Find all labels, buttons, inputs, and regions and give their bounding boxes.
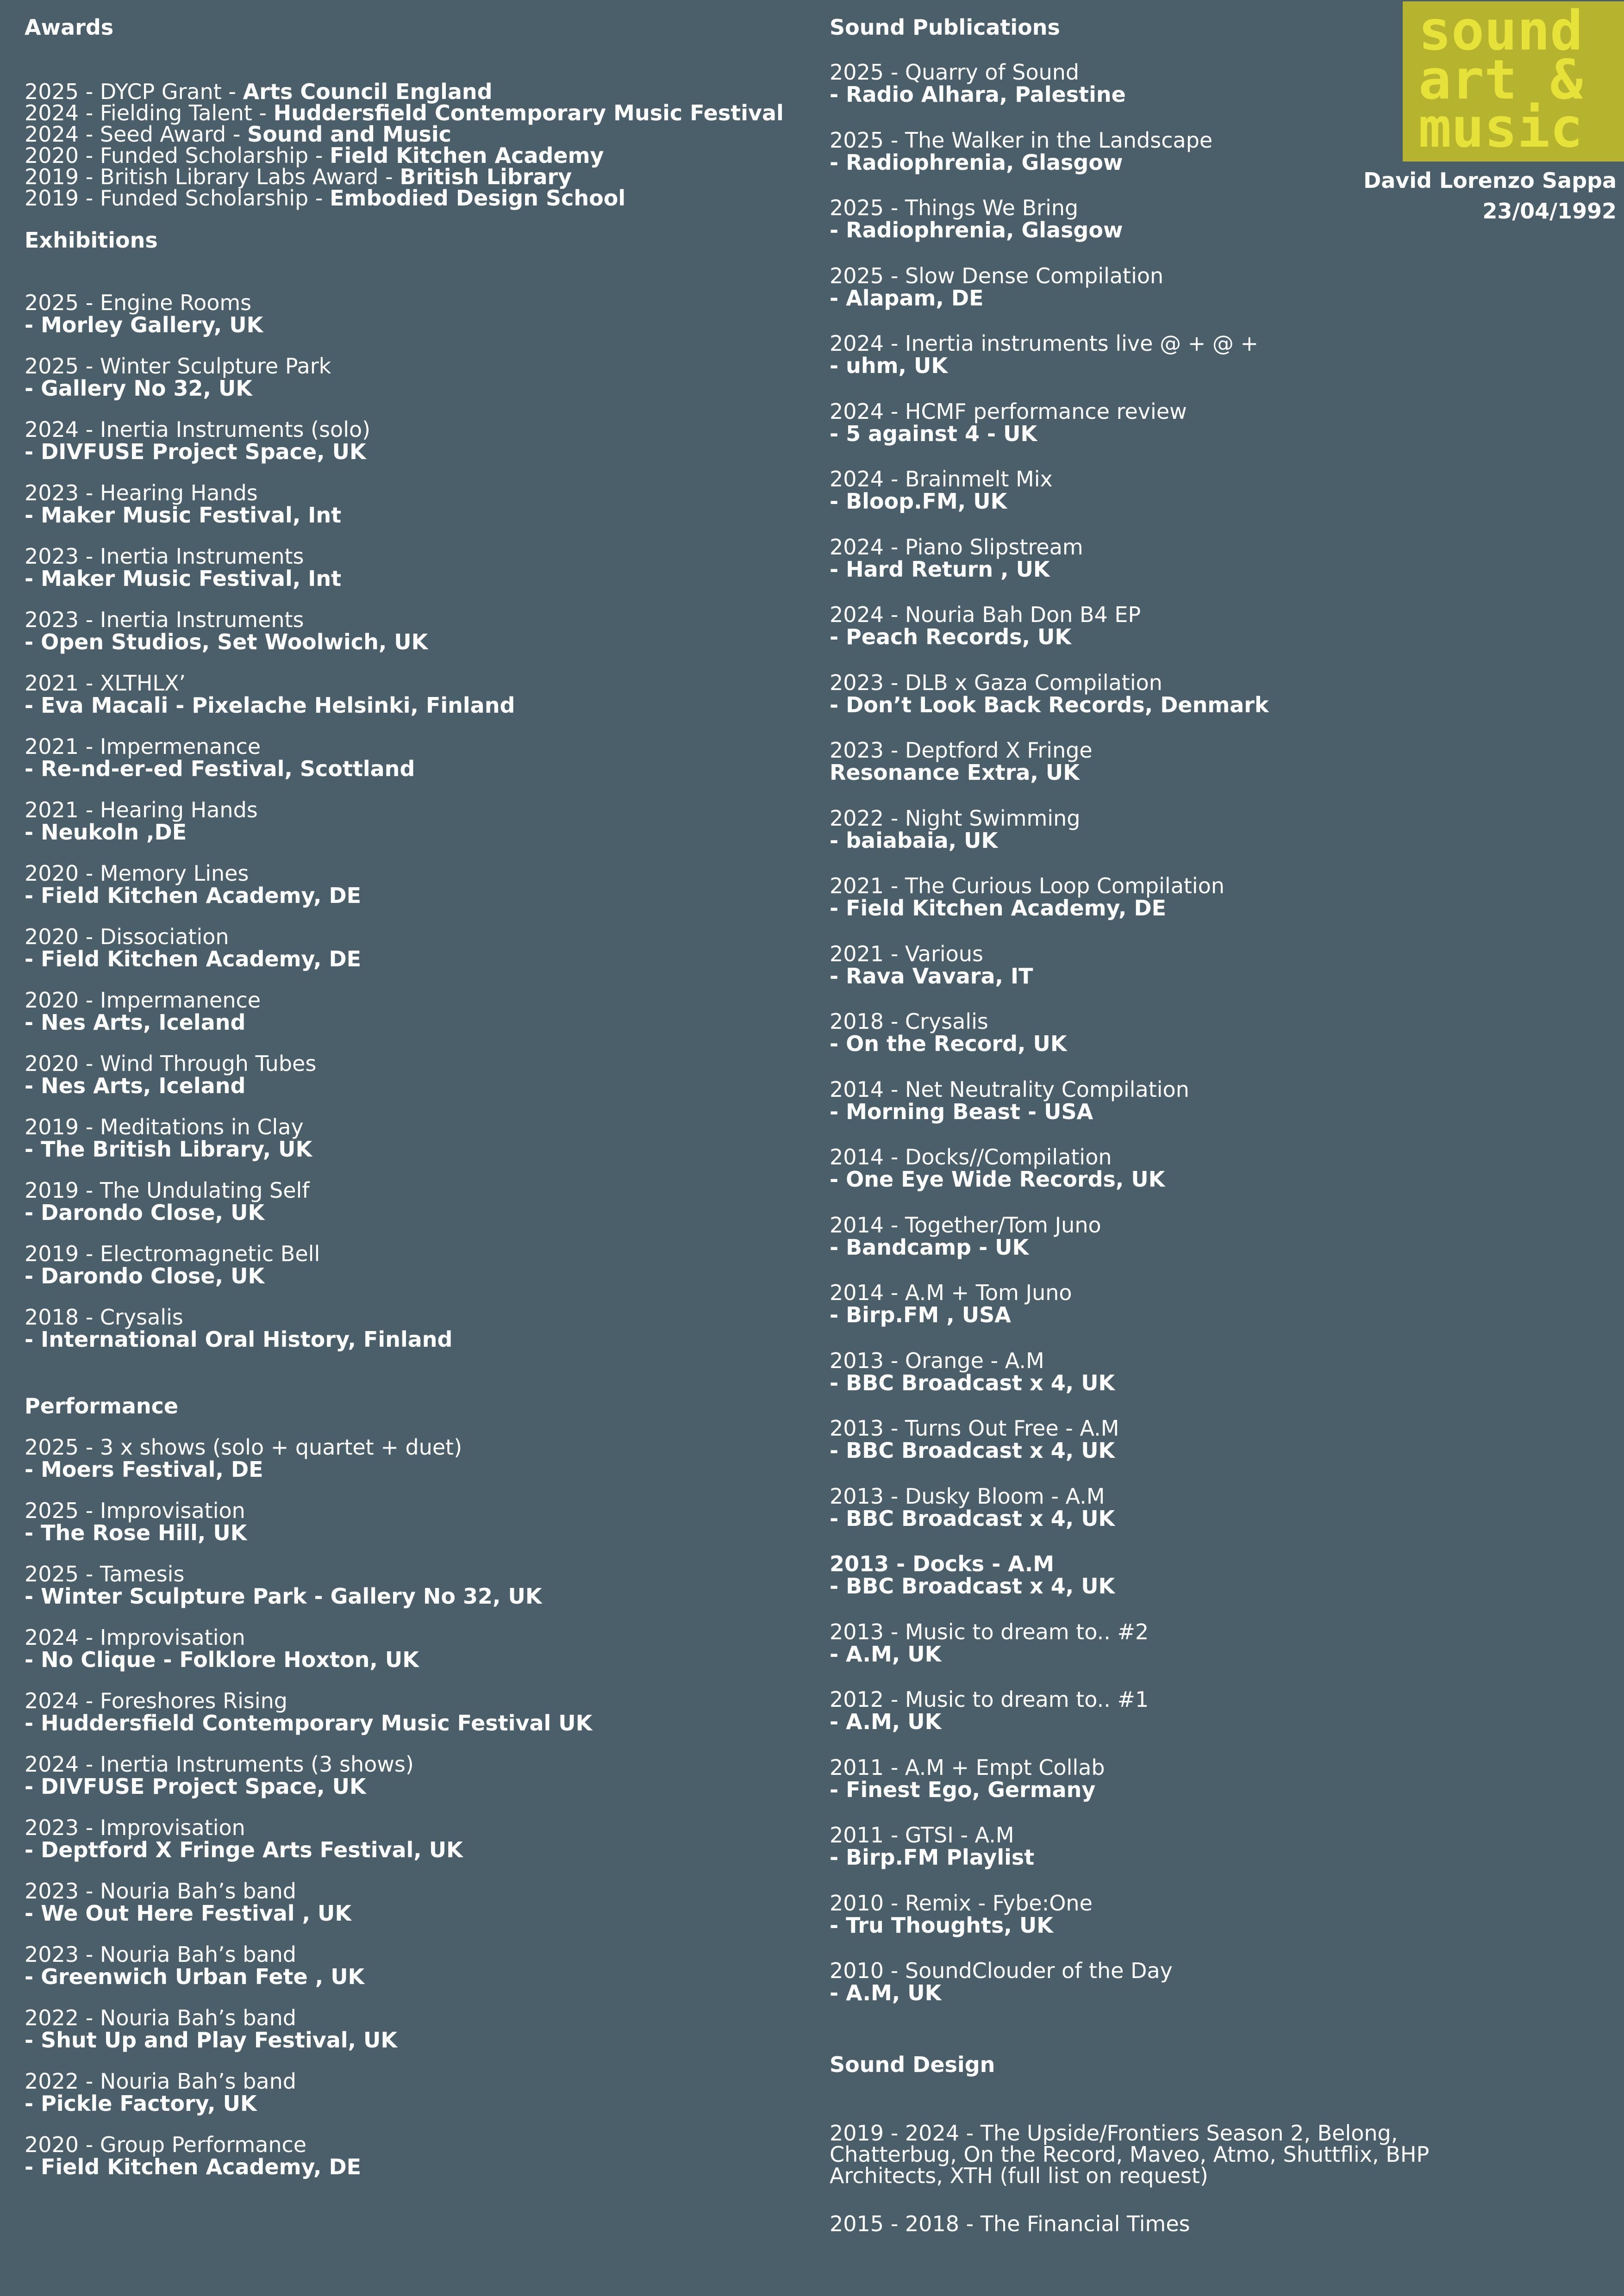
award-item: 2019 - Funded Scholarship - Embodied Design School — [25, 186, 626, 211]
publication-item: 2024 - Nouria Bah Don B4 EP - Peach Records, UK — [830, 602, 1141, 649]
publication-item: 2021 - Various - Rava Vavara, IT — [830, 941, 1033, 989]
exhibition-item: 2021 - XLTHLX’ - Eva Macali - Pixelache Helsinki, Finland — [25, 671, 515, 718]
exhibition-item: 2019 - Meditations in Clay - The British Library, UK — [25, 1114, 312, 1162]
exhibitions-heading: Exhibitions — [25, 228, 158, 253]
person-name: David Lorenzo Sappa — [1363, 168, 1617, 193]
publication-item: 2013 - Dusky Bloom - A.M - BBC Broadcast x 4, UK — [830, 1484, 1115, 1531]
publication-item: 2014 - A.M + Tom Juno - Birp.FM , USA — [830, 1280, 1072, 1327]
publication-item: 2023 - DLB x Gaza Compilation - Don’t Look Back Records, Denmark — [830, 670, 1269, 717]
publication-item: 2025 - Quarry of Sound - Radio Alhara, Palestine — [830, 60, 1126, 107]
performance-item: 2022 - Nouria Bah’s band - Shut Up and Play Festival, UK — [25, 2005, 398, 2053]
award-item: 2019 - British Library Labs Award - British Library — [25, 164, 572, 189]
award-item: 2024 - Seed Award - Sound and Music — [25, 122, 451, 147]
exhibition-item: 2021 - Impermenance - Re-nd-er-ed Festival, Scottland — [25, 734, 415, 781]
exhibition-item: 2020 - Wind Through Tubes - Nes Arts, Iceland — [25, 1051, 317, 1098]
award-item: 2024 - Fielding Talent - Huddersfield Contemporary Music Festival — [25, 100, 784, 125]
exhibition-item: 2018 - Crysalis - International Oral History, Finland — [25, 1305, 453, 1352]
sound-design-item: 2015 - 2018 - The Financial Times — [830, 2211, 1190, 2236]
publication-item: 2025 - Slow Dense Compilation - Alapam, DE — [830, 263, 1164, 311]
performance-item: 2020 - Group Performance - Field Kitchen Academy, DE — [25, 2132, 362, 2179]
performance-item: 2025 - 3 x shows (solo + quartet + duet) - Moers Festival, DE — [25, 1435, 462, 1482]
exhibition-item: 2019 - The Undulating Self - Darondo Close, UK — [25, 1178, 310, 1225]
exhibition-item: 2020 - Impermanence - Nes Arts, Iceland — [25, 988, 261, 1035]
person-dob: 23/04/1992 — [1482, 199, 1617, 224]
publication-item: 2010 - SoundClouder of the Day - A.M, UK — [830, 1958, 1173, 2005]
sound-design-heading: Sound Design — [830, 2052, 995, 2077]
publication-item: 2011 - GTSI - A.M - Birp.FM Playlist — [830, 1823, 1035, 1870]
exhibition-item: 2023 - Hearing Hands - Maker Music Festival, Int — [25, 480, 342, 528]
exhibition-item: 2021 - Hearing Hands - Neukoln ,DE — [25, 797, 258, 845]
publication-item: 2024 - Brainmelt Mix - Bloop.FM, UK — [830, 467, 1053, 514]
performance-item: 2024 - Foreshores Rising - Huddersfield Contemporary Music Festival UK — [25, 1688, 593, 1736]
performance-item: 2024 - Improvisation - No Clique - Folklore Hoxton, UK — [25, 1625, 419, 1672]
exhibition-item: 2023 - Inertia Instruments - Maker Music Festival, Int — [25, 544, 342, 591]
publication-item: 2023 - Deptford X Fringe Resonance Extra, UK — [830, 738, 1093, 785]
performance-item: 2022 - Nouria Bah’s band - Pickle Factory, UK — [25, 2069, 296, 2116]
publication-item: 2025 - The Walker in the Landscape - Radiophrenia, Glasgow — [830, 128, 1213, 175]
sound-design-item: 2019 - 2024 - The Upside/Frontiers Season 2, Belong, Chatterbug, On the Record, Maveo, Atmo, Shuttflix, BHP Architects, XTH (full list on request) — [830, 2121, 1430, 2188]
exhibition-item: 2020 - Dissociation - Field Kitchen Academy, DE — [25, 924, 362, 971]
exhibition-item: 2024 - Inertia Instruments (solo) - DIVFUSE Project Space, UK — [25, 417, 371, 464]
publication-item: 2014 - Docks//Compilation - One Eye Wide Records, UK — [830, 1145, 1165, 1192]
exhibition-item: 2023 - Inertia Instruments - Open Studios, Set Woolwich, UK — [25, 607, 428, 654]
logo-wordmark — [1403, 1, 1624, 162]
exhibition-item: 2025 - Engine Rooms - Morley Gallery, UK — [25, 290, 263, 337]
performance-heading: Performance — [25, 1394, 179, 1419]
logo-line-3: music — [1418, 96, 1583, 160]
exhibition-item: 2020 - Memory Lines - Field Kitchen Academy, DE — [25, 861, 362, 908]
publication-item: 2010 - Remix - Fybe:One - Tru Thoughts, UK — [830, 1891, 1093, 1938]
publication-item: 2013 - Music to dream to.. #2 - A.M, UK — [830, 1619, 1149, 1667]
logo-line-1: sound — [1418, 1, 1583, 62]
sound-art-music-logo — [1403, 1, 1624, 162]
publication-item: 2025 - Things We Bring - Radiophrenia, Glasgow — [830, 195, 1123, 243]
sound-publications-heading: Sound Publications — [830, 15, 1060, 40]
performance-item: 2023 - Improvisation - Deptford X Fringe Arts Festival, UK — [25, 1815, 463, 1862]
publication-item: 2014 - Together/Tom Juno - Bandcamp - UK — [830, 1213, 1101, 1260]
performance-item: 2024 - Inertia Instruments (3 shows) - DIVFUSE Project Space, UK — [25, 1752, 414, 1799]
award-item: 2020 - Funded Scholarship - Field Kitchen Academy — [25, 143, 604, 168]
exhibition-item: 2025 - Winter Sculpture Park - Gallery No 32, UK — [25, 354, 331, 401]
publication-item: 2013 - Docks - A.M - BBC Broadcast x 4, UK — [830, 1551, 1115, 1599]
publication-item: 2024 - Inertia instruments live @ + @ + - uhm, UK — [830, 331, 1259, 378]
publication-item: 2022 - Night Swimming - baiabaia, UK — [830, 806, 1081, 853]
performance-item: 2025 - Tamesis - Winter Sculpture Park - Gallery No 32, UK — [25, 1562, 542, 1609]
performance-item: 2023 - Nouria Bah’s band - Greenwich Urban Fete , UK — [25, 1942, 365, 1989]
publication-item: 2021 - The Curious Loop Compilation - Field Kitchen Academy, DE — [830, 873, 1224, 921]
publication-item: 2014 - Net Neutrality Compilation - Morning Beast - USA — [830, 1077, 1189, 1124]
awards-heading: Awards — [25, 15, 114, 40]
award-item: 2025 - DYCP Grant - Arts Council England — [25, 79, 493, 104]
performance-item: 2025 - Improvisation - The Rose Hill, UK — [25, 1498, 247, 1545]
publication-item: 2013 - Turns Out Free - A.M - BBC Broadcast x 4, UK — [830, 1416, 1119, 1463]
publication-item: 2012 - Music to dream to.. #1 - A.M, UK — [830, 1687, 1149, 1734]
performance-item: 2023 - Nouria Bah’s band - We Out Here Festival , UK — [25, 1879, 352, 1926]
publication-item: 2024 - HCMF performance review - 5 against 4 - UK — [830, 399, 1187, 446]
logo-line-2: art & — [1418, 48, 1583, 112]
publication-item: 2011 - A.M + Empt Collab - Finest Ego, Germany — [830, 1755, 1105, 1802]
publication-item: 2024 - Piano Slipstream - Hard Return , UK — [830, 535, 1083, 582]
publication-item: 2018 - Crysalis - On the Record, UK — [830, 1009, 1067, 1056]
exhibition-item: 2019 - Electromagnetic Bell - Darondo Close, UK — [25, 1241, 320, 1288]
publication-item: 2013 - Orange - A.M - BBC Broadcast x 4, UK — [830, 1348, 1115, 1395]
